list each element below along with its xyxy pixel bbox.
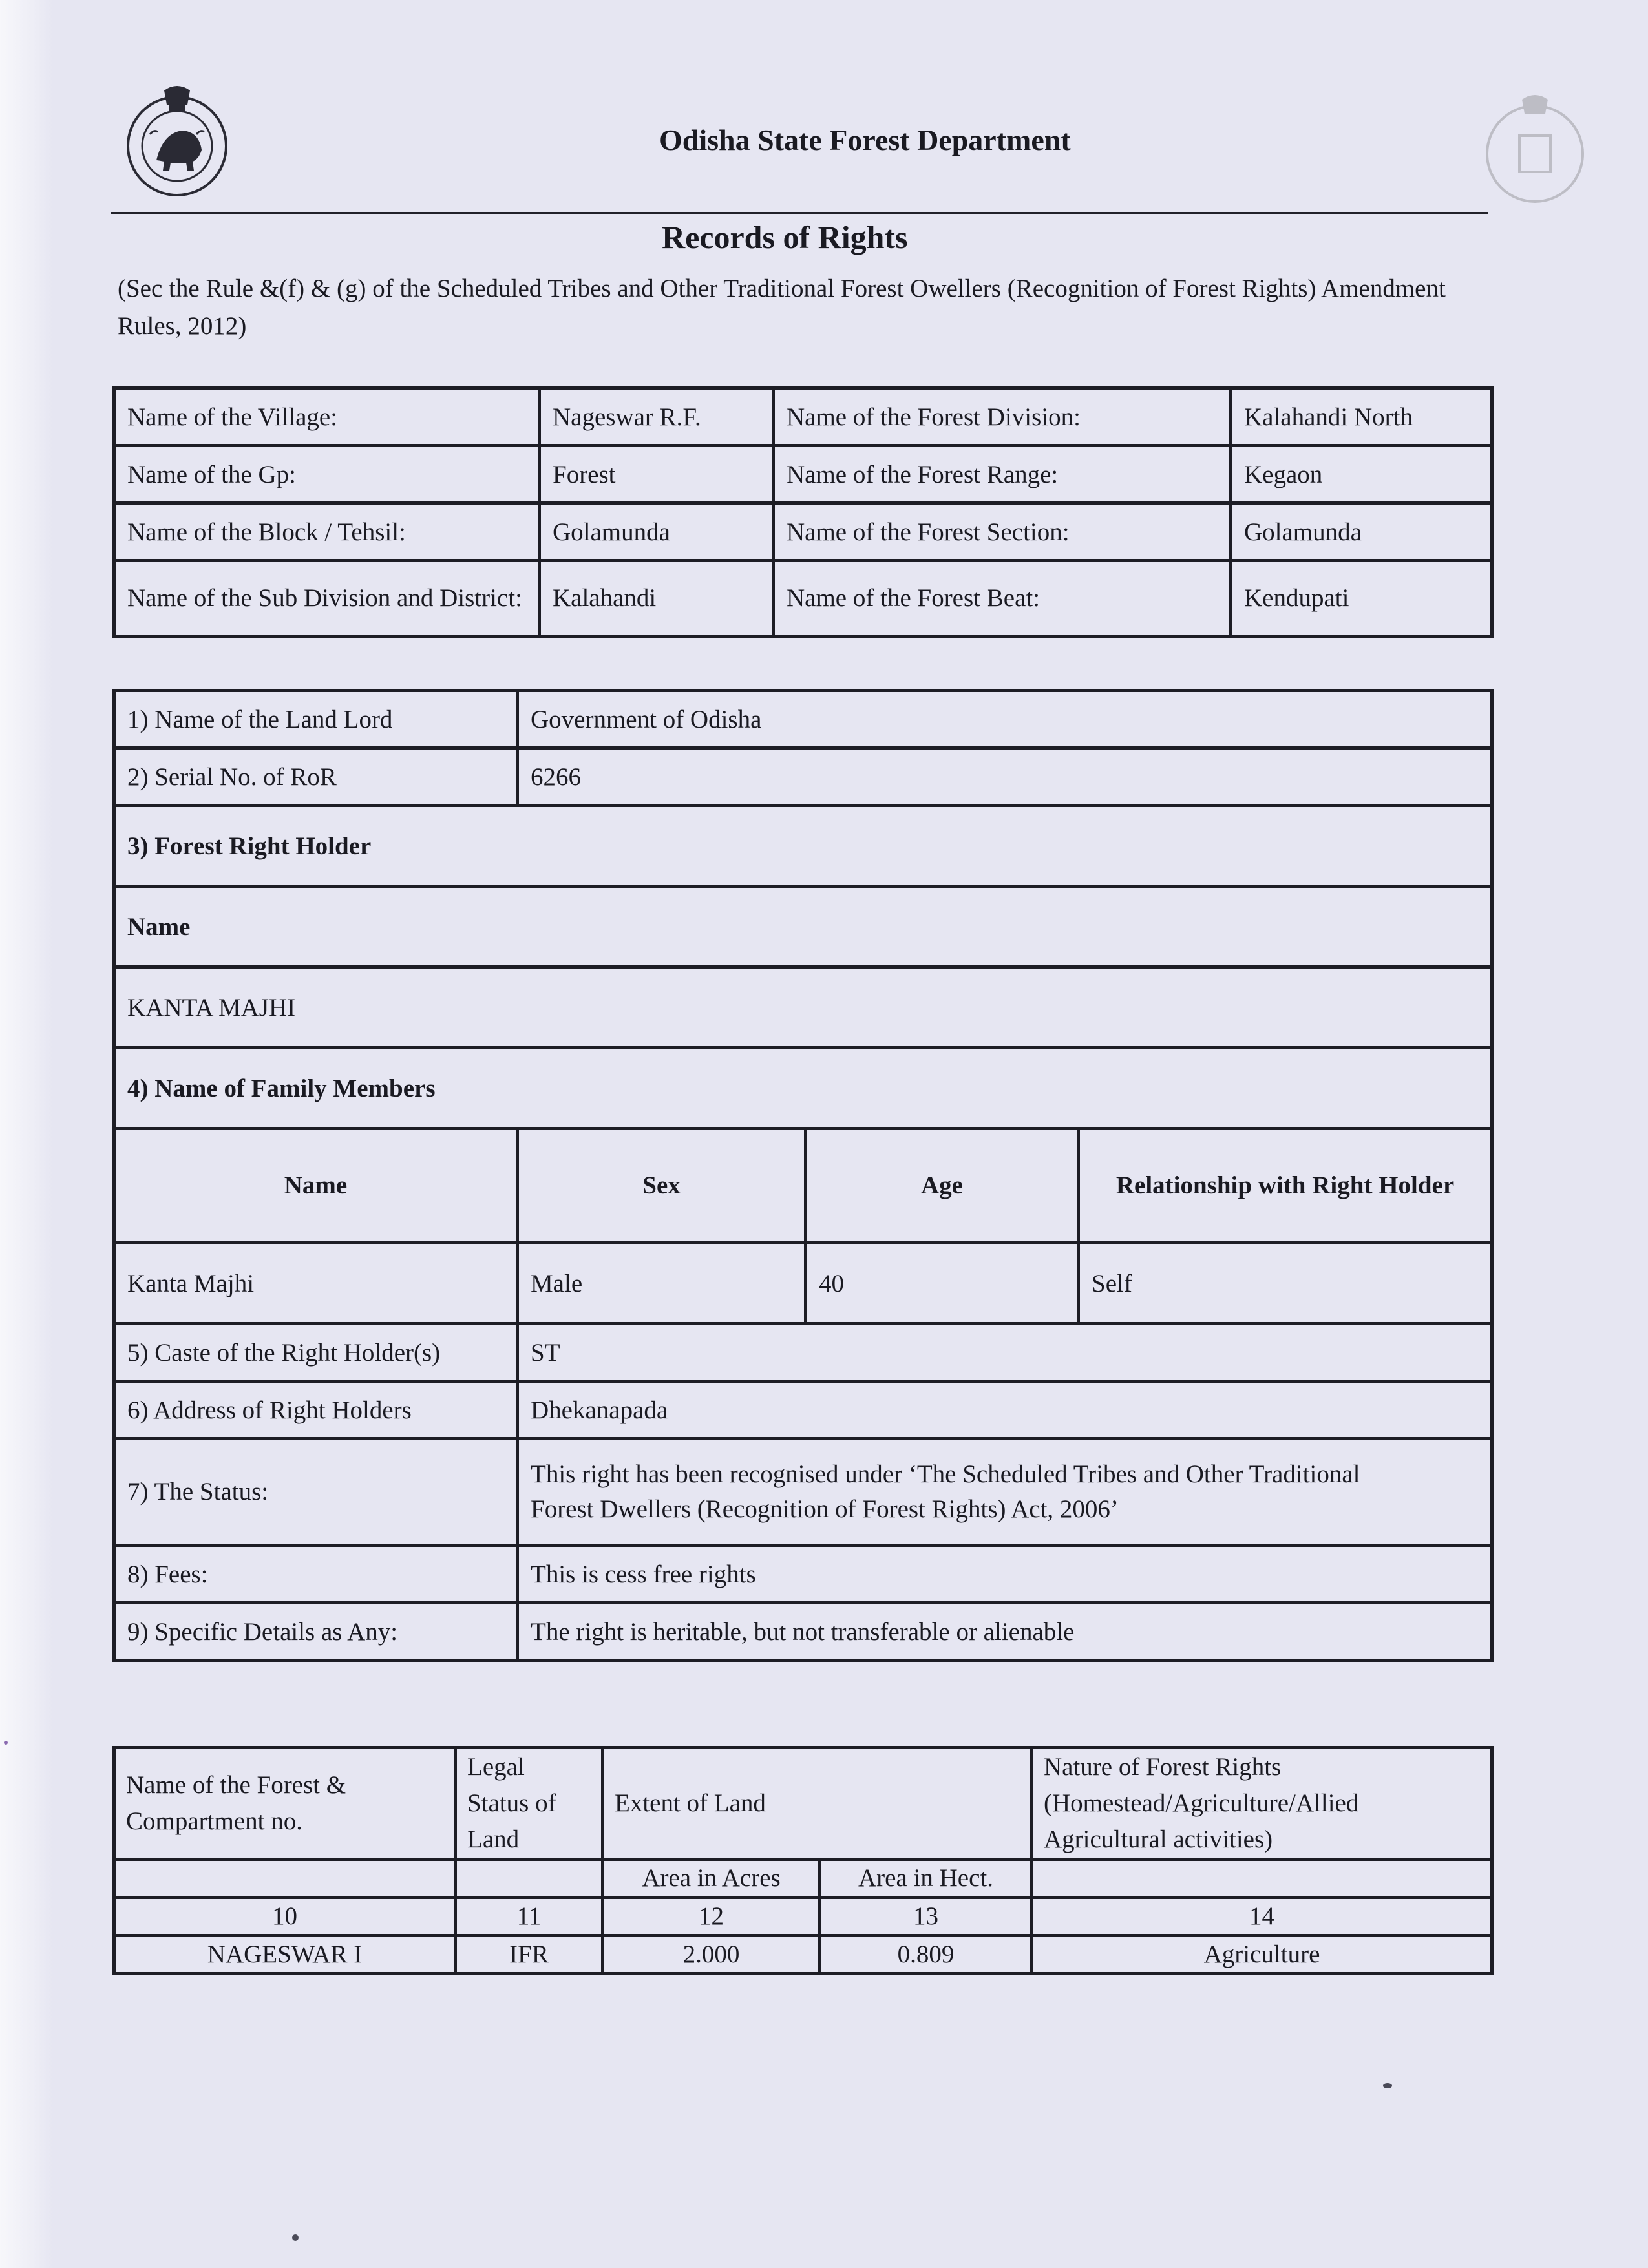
- land-sub-empty: [114, 1860, 456, 1898]
- land-header-row: [114, 1748, 1492, 1860]
- status-line-1: This right has been recognised under ‘The Scheduled Tribes and Other Traditional: [531, 1460, 1360, 1488]
- location-value: Forest: [540, 446, 774, 503]
- family-member-row: [114, 1243, 1492, 1324]
- holder-heading: 3) Forest Right Holder: [114, 806, 1492, 887]
- land-col-legal: Legal Status of Land: [456, 1748, 603, 1860]
- header-divider: [111, 212, 1488, 214]
- family-col-age: Age: [806, 1129, 1079, 1243]
- land-sub-acres: Area in Acres: [603, 1860, 820, 1898]
- land-nature-value: Agriculture: [1032, 1936, 1492, 1974]
- land-forest-value: NAGESWAR I: [114, 1936, 456, 1974]
- page-edge: [0, 0, 53, 2268]
- forest-value: Golamunda: [1231, 503, 1492, 561]
- member-age: 40: [806, 1243, 1079, 1324]
- forest-label: Name of the Forest Range:: [774, 446, 1231, 503]
- serial-label: 2) Serial No. of RoR: [114, 748, 518, 806]
- location-label: Name of the Block / Tehsil:: [114, 503, 540, 561]
- status-value: [518, 1439, 1492, 1546]
- ink-speck: [292, 2234, 299, 2241]
- name-heading: Name: [114, 887, 1492, 967]
- landlord-label: 1) Name of the Land Lord: [114, 691, 518, 748]
- rights-table: [112, 689, 1494, 1662]
- specific-value: The right is heritable, but not transferable or alienable: [518, 1603, 1492, 1661]
- holder-name: KANTA MAJHI: [114, 967, 1492, 1048]
- family-heading-row: [114, 1048, 1492, 1129]
- holder-heading-row: [114, 806, 1492, 887]
- odisha-emblem-seal: [124, 83, 230, 199]
- document-title: Records of Rights: [662, 219, 908, 255]
- location-value: Golamunda: [540, 503, 774, 561]
- ink-speck: [4, 1741, 8, 1745]
- land-legal-value: IFR: [456, 1936, 603, 1974]
- forest-value: Kegaon: [1231, 446, 1492, 503]
- family-col-name: Name: [114, 1129, 518, 1243]
- forest-label: Name of the Forest Beat:: [774, 561, 1231, 636]
- fees-value: This is cess free rights: [518, 1546, 1492, 1603]
- forest-label: Name of the Forest Section:: [774, 503, 1231, 561]
- fees-row: [114, 1546, 1492, 1603]
- location-label: Name of the Village:: [114, 388, 540, 446]
- address-value: Dhekanapada: [518, 1381, 1492, 1439]
- location-value: Nageswar R.F.: [540, 388, 774, 446]
- family-col-relationship: Relationship with Right Holder: [1079, 1129, 1492, 1243]
- caste-label: 5) Caste of the Right Holder(s): [114, 1324, 518, 1381]
- location-label: Name of the Sub Division and District:: [114, 561, 540, 636]
- faint-emblem-watermark: [1480, 90, 1590, 207]
- department-title: Odisha State Forest Department: [659, 123, 1071, 156]
- forest-value: Kendupati: [1231, 561, 1492, 636]
- ink-speck: [1383, 2083, 1392, 2088]
- member-sex: Male: [518, 1243, 806, 1324]
- land-col-forest: Name of the Forest & Compartment no.: [114, 1748, 456, 1860]
- rule-preamble: (Sec the Rule &(f) & (g) of the Scheduled Tribes and Other Traditional Forest Owellers (Recognition of Forest Rights) Amendment Rules, 2012): [118, 275, 1446, 340]
- land-number: 13: [820, 1898, 1032, 1936]
- family-col-sex: Sex: [518, 1129, 806, 1243]
- land-number: 14: [1032, 1898, 1492, 1936]
- land-col-extent: Extent of Land: [603, 1748, 1032, 1860]
- member-name: Kanta Majhi: [114, 1243, 518, 1324]
- family-header-row: [114, 1129, 1492, 1243]
- location-row: [114, 503, 1492, 561]
- location-row: [114, 561, 1492, 636]
- land-number: 11: [456, 1898, 603, 1936]
- land-sub-hect: Area in Hect.: [820, 1860, 1032, 1898]
- land-sub-empty: [1032, 1860, 1492, 1898]
- name-heading-row: [114, 887, 1492, 967]
- family-heading: 4) Name of Family Members: [114, 1048, 1492, 1129]
- serial-value: 6266: [518, 748, 1492, 806]
- location-label: Name of the Gp:: [114, 446, 540, 503]
- fees-label: 8) Fees:: [114, 1546, 518, 1603]
- caste-row: [114, 1324, 1492, 1381]
- land-table: [112, 1746, 1494, 1975]
- landlord-value: Government of Odisha: [518, 691, 1492, 748]
- location-row: [114, 388, 1492, 446]
- address-label: 6) Address of Right Holders: [114, 1381, 518, 1439]
- holder-name-row: [114, 967, 1492, 1048]
- location-value: Kalahandi: [540, 561, 774, 636]
- member-relationship: Self: [1079, 1243, 1492, 1324]
- status-label: 7) The Status:: [114, 1439, 518, 1546]
- location-row: [114, 446, 1492, 503]
- forest-label: Name of the Forest Division:: [774, 388, 1231, 446]
- location-table: [112, 386, 1494, 638]
- land-number: 12: [603, 1898, 820, 1936]
- land-number-row: [114, 1898, 1492, 1936]
- caste-value: ST: [518, 1324, 1492, 1381]
- land-value-row: [114, 1936, 1492, 1974]
- serial-row: [114, 748, 1492, 806]
- specific-label: 9) Specific Details as Any:: [114, 1603, 518, 1661]
- land-col-nature: Nature of Forest Rights (Homestead/Agriculture/Allied Agricultural activities): [1032, 1748, 1492, 1860]
- address-row: [114, 1381, 1492, 1439]
- land-subheader-row: [114, 1860, 1492, 1898]
- land-number: 10: [114, 1898, 456, 1936]
- forest-value: Kalahandi North: [1231, 388, 1492, 446]
- status-row: [114, 1439, 1492, 1546]
- land-hect-value: 0.809: [820, 1936, 1032, 1974]
- landlord-row: [114, 691, 1492, 748]
- status-line-2: Forest Dwellers (Recognition of Forest Rights) Act, 2006’: [531, 1495, 1119, 1523]
- land-acres-value: 2.000: [603, 1936, 820, 1974]
- specific-row: [114, 1603, 1492, 1661]
- land-sub-empty: [456, 1860, 603, 1898]
